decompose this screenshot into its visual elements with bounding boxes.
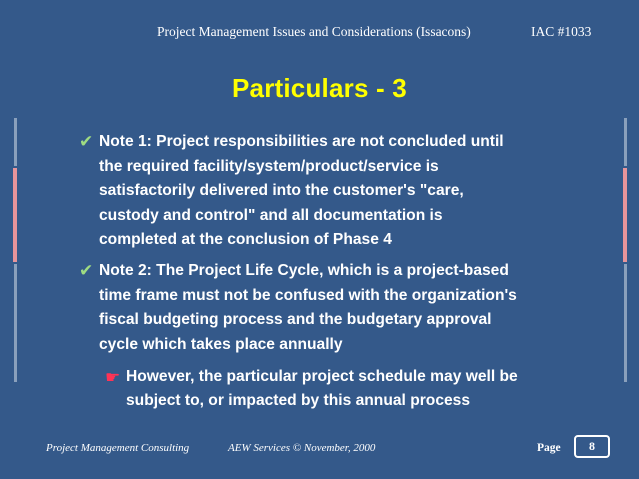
footer-company: Project Management Consulting bbox=[46, 442, 190, 454]
sub-note-line: However, the particular project schedule may well be bbox=[126, 368, 518, 385]
sub-note bbox=[105, 365, 518, 413]
check-mark-icon: ✔ bbox=[79, 132, 94, 152]
page-number-box: 8 bbox=[574, 435, 610, 458]
left-side-bar-bottom bbox=[14, 264, 17, 382]
right-side-bar-bottom bbox=[624, 264, 627, 382]
note-1 bbox=[79, 130, 504, 253]
note-1-line: Note 1: Project responsibilities are not concluded until bbox=[99, 133, 504, 150]
header-code: IAC #1033 bbox=[531, 24, 592, 39]
left-side-bar-accent bbox=[13, 168, 17, 262]
note-2-line: time frame must not be confused with the organization's bbox=[99, 286, 517, 304]
note-1-line: the required facility/system/product/service is bbox=[99, 157, 439, 175]
footer-copyright: AEW Services © November, 2000 bbox=[228, 442, 376, 454]
sub-note-line: subject to, or impacted by this annual process bbox=[126, 392, 471, 409]
check-mark-icon: ✔ bbox=[79, 261, 94, 281]
pointing-hand-icon: ☛ bbox=[105, 368, 121, 388]
left-side-bar-top bbox=[14, 118, 17, 166]
page-label: Page bbox=[537, 442, 561, 454]
note-2 bbox=[79, 259, 517, 357]
right-side-bar-accent bbox=[623, 168, 627, 262]
note-1-line: custody and control" and all documentation is bbox=[99, 206, 443, 224]
note-1-line: completed at the conclusion of Phase 4 bbox=[99, 231, 392, 248]
note-2-line: cycle which takes place annually bbox=[99, 335, 343, 353]
right-side-bar-top bbox=[624, 118, 627, 166]
note-2-line: fiscal budgeting process and the budgetary approval bbox=[99, 311, 492, 328]
note-1-line: satisfactorily delivered into the customer's "care, bbox=[99, 182, 464, 199]
note-2-line: Note 2: The Project Life Cycle, which is a project-based bbox=[99, 262, 509, 279]
slide-title: Particulars - 3 bbox=[232, 73, 407, 103]
header-title: Project Management Issues and Considerations (Issacons) bbox=[157, 24, 471, 39]
